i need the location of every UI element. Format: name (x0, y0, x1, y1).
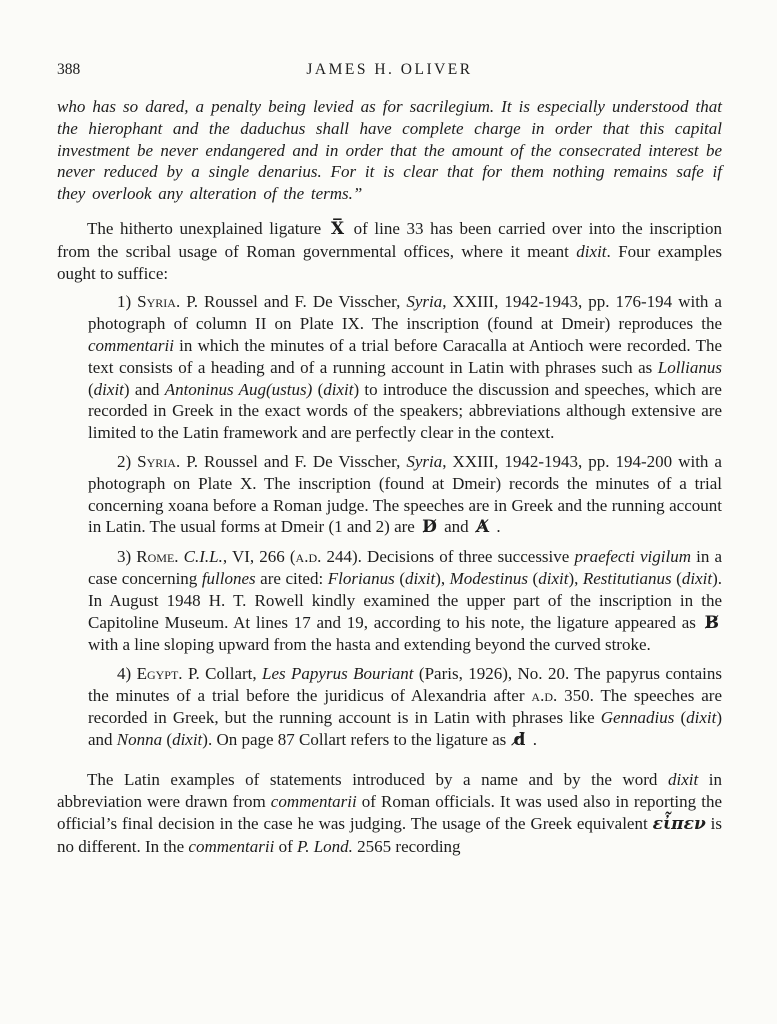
text-run: commentarii (188, 836, 275, 856)
text-run: Gennadius (600, 707, 675, 727)
page-number: 388 (57, 61, 81, 78)
text-run: , VI, 266 ( (222, 547, 296, 567)
text-run: 244). Decisions of three successive (321, 547, 575, 567)
text-run: ). On page 87 Collart refers to the ligature as (202, 729, 511, 749)
text-run: The hitherto unexplained ligature (87, 218, 328, 238)
text-run: ( (674, 707, 687, 727)
text-run: ( (88, 379, 94, 399)
text-run: are cited: (255, 568, 328, 588)
ligature-d-slashed-icon: D̸ (422, 517, 437, 538)
ligature-b-slashed-icon: B̸ (704, 612, 719, 633)
example-4-egypt (88, 663, 722, 751)
page-header (57, 60, 722, 80)
ligature-lowercase-d-slashed-icon: d̸ (513, 729, 526, 750)
text-run: Modestinus (449, 568, 529, 588)
text-run: Rome (136, 547, 175, 567)
text-run: fullones (201, 568, 256, 588)
text-run: Nonna (116, 729, 163, 749)
text-run: dixit (667, 770, 699, 790)
text-run: dixit (172, 729, 203, 749)
text-run: Antoninus Aug(ustus) (164, 379, 313, 399)
text-run: . P. Roussel and F. De Visscher, (175, 292, 407, 312)
text-run: 4) (117, 664, 137, 684)
text-run: . Four examples ought to suffice: (57, 241, 722, 283)
text-run: a.d. (531, 685, 558, 705)
text-run: ( (394, 568, 405, 588)
text-run: dixit (323, 379, 354, 399)
text-run: ), (435, 568, 450, 588)
example-1-syria (88, 291, 722, 444)
text-run: Syria (137, 292, 176, 312)
text-run: Les Papyrus Bouriant (262, 664, 414, 684)
text-run: Syria (137, 451, 176, 471)
quote-paragraph (57, 96, 722, 205)
text-run: praefecti vigilum (574, 547, 691, 567)
text-run: dixit (686, 707, 717, 727)
text-run: of line 33 has been carried over into the inscription from the scribal usage of Roman governmental offices, where it meant (57, 218, 722, 261)
running-head: JAMES H. OLIVER (306, 61, 473, 78)
closing-paragraph (57, 769, 722, 857)
text-run: 350. The speeches are recorded in Greek, but the running account is in Latin with phrases like (88, 685, 722, 727)
text-run: 2) (117, 451, 138, 471)
text-run: a.d. (295, 547, 322, 567)
text-run: . P. Roussel and F. De Visscher, (175, 451, 407, 471)
text-run: ) to introduce the discussion and speeches, which are recorded in Greek in the exact words of the speakers; abbreviations although extensive are limited to the Latin framework and are perfectly clear in the context. (88, 379, 722, 443)
text-run: dixit (538, 568, 569, 588)
text-run: Restitutianus (582, 568, 672, 588)
greek-eipen-word: εἶπεν (652, 813, 706, 834)
text-run: , XXIII, 1942-1943, pp. 176-194 with a photograph of column II on Plate IX. The inscription (found at Dmeir) reproduces the (88, 292, 722, 334)
text-run: ). In August 1948 H. T. Rowell kindly examined the upper part of the inscription in the Capitoline Museum. At lines 17 and 19, according to his note, the ligature appeared as (88, 568, 722, 632)
text-run: 2565 recording (352, 836, 461, 856)
text-run: ) and (123, 379, 165, 399)
text-run: with a line sloping upward from the hasta and extending beyond the curved stroke. (88, 635, 651, 655)
text-run: ) and (88, 707, 722, 749)
text-run: of (274, 836, 298, 856)
text-run: Florianus (327, 568, 395, 588)
text-run: (Paris, 1926), No. 20. The papyrus contains the minutes of a trial before the juridicus of Alexandria after (88, 664, 722, 705)
text-run: 1) (117, 292, 138, 312)
text-run: . (492, 517, 501, 537)
example-3-rome (88, 546, 722, 656)
text-blocks (57, 96, 722, 858)
text-run: in which the minutes of a trial before Caracalla at Antioch were recorded. The text consists of a heading and of a running account in Latin with phrases such as (88, 335, 722, 377)
text-run: in abbreviation were drawn from (57, 770, 722, 812)
text-run: of Roman officials. It was used also in reporting the official’s final decision in the case he was judging. The usage of the Greek equivalent (57, 792, 722, 833)
text-run: dixit (404, 568, 436, 588)
text-run: in a case concerning (88, 547, 722, 588)
text-run: P. Lond. (297, 836, 353, 856)
text-run: dixit (93, 379, 124, 399)
text-run: commentarii (270, 792, 357, 812)
text-run: . (174, 547, 184, 567)
text-run: C.I.L. (183, 547, 223, 567)
ligature-intro-paragraph (57, 218, 722, 284)
text-run: ), (568, 568, 583, 588)
text-run: who has so dared, a penalty being levied as for sacrilegium. It is especially understood that the hierophant and the daduchus shall have complete charge in order that this capital investment be never endangered and in order that the amount of the consecrated interest be never reduced by a single denarius. For it is clear that for them nothing remains safe if they overlook any alteration of the terms.” (57, 97, 722, 204)
text-run: ( (162, 729, 173, 749)
text-run: Syria (406, 292, 443, 312)
text-run: The Latin examples of statements introduced by a name and by the word (87, 770, 668, 790)
text-run: Egypt (136, 664, 179, 684)
ligature-x-barred-icon: X̅ (330, 218, 345, 239)
text-run: dixit (576, 241, 607, 261)
text-run: dixit (681, 568, 713, 588)
text-run: . (528, 729, 537, 749)
text-run: . P. Collart, (178, 664, 263, 684)
text-run: ( (528, 568, 539, 588)
text-run: 3) (117, 547, 137, 567)
example-2-syria (88, 451, 722, 539)
text-run: Syria (406, 451, 443, 471)
text-run: and (439, 517, 473, 537)
text-run: Lollianus (657, 357, 722, 377)
text-run: ( (671, 568, 682, 588)
text-run: , XXIII, 1942-1943, pp. 194-200 with a photograph on Plate X. The inscription (found at Dmeir) records the minutes of a trial concerning xoana before a Roman judge. The speeches are in Greek and the running account in Latin. The usual forms at Dmeir (1 and 2) are (88, 451, 722, 537)
text-run: commentarii (88, 335, 174, 355)
text-run: is no different. In the (57, 813, 722, 856)
text-run: ( (312, 379, 324, 399)
ligature-a-slashed-icon: A̸ (475, 517, 490, 538)
